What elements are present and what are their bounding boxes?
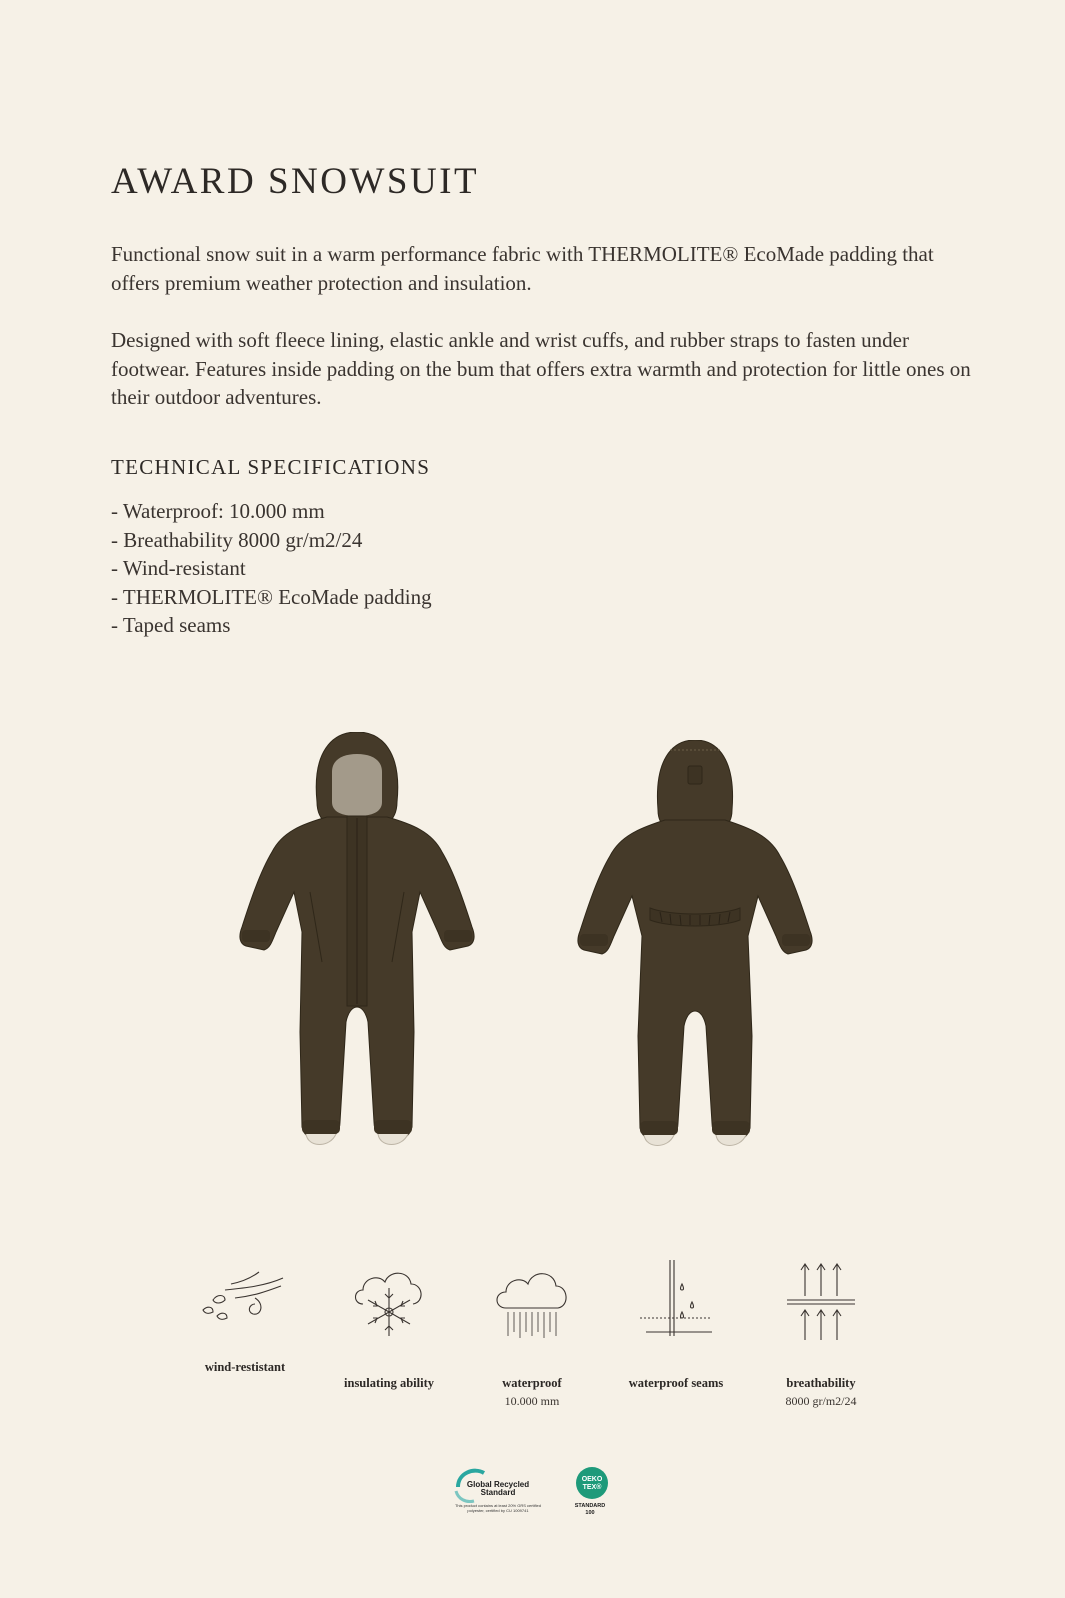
feature-insulating (324, 1260, 454, 1391)
spec-item: - Wind-resistant (111, 556, 246, 580)
spec-item: - Breathability 8000 gr/m2/24 (111, 527, 363, 552)
wind-icon (195, 1260, 295, 1324)
global-recycled-standard-logo (448, 1465, 548, 1521)
page-title: AWARD SNOWSUIT (111, 161, 480, 202)
svg-text:OEKO: OEKO (581, 1476, 603, 1483)
rain-cloud-icon (492, 1260, 572, 1340)
feature-waterproof (467, 1260, 597, 1409)
spec-item: - THERMOLITE® EcoMade padding (111, 584, 432, 609)
feature-value: 10.000 mm (504, 1394, 560, 1408)
feature-breathability (756, 1260, 886, 1409)
spec-item: - Taped seams (111, 613, 231, 637)
snowsuit-front-image (232, 732, 482, 1172)
oeko-tex-logo (570, 1465, 626, 1521)
feature-wind (180, 1260, 310, 1375)
specs-heading: TECHNICAL SPECIFICATIONS (111, 455, 431, 479)
grs-note: This product contains at least 20% GRS certified polyester, certified by CU 1009741 (454, 1503, 542, 1513)
feature-waterproof-seams (611, 1260, 741, 1391)
feature-label: waterproof (502, 1376, 562, 1390)
seam-drops-icon (636, 1260, 716, 1340)
snowsuit-back-image (570, 740, 820, 1172)
description-paragraph: Designed with soft fleece lining, elastic ankle and wrist cuffs, and rubber straps to fasten under footwear. Features inside padding on the bum that offers extra warmth and protection for little ones on their outdoor adventures. (111, 328, 971, 409)
feature-label: waterproof seams (628, 1376, 724, 1390)
snowflake-cloud-icon (349, 1260, 429, 1340)
svg-text:STANDARD: STANDARD (574, 1503, 606, 1509)
feature-label: insulating ability (344, 1376, 434, 1390)
feature-value: 8000 gr/m2/24 (785, 1394, 857, 1408)
svg-text:Standard: Standard (480, 1488, 516, 1497)
breathability-arrows-icon (781, 1260, 861, 1340)
svg-text:TEX®: TEX® (582, 1484, 602, 1491)
specs-list (111, 497, 432, 640)
description-paragraph: Functional snow suit in a warm performance fabric with THERMOLITE® EcoMade padding that offers premium weather protection and insulation. (111, 242, 934, 295)
svg-text:100: 100 (585, 1510, 595, 1516)
spec-item: - Waterproof: 10.000 mm (111, 499, 325, 523)
svg-text:Global Recycled: Global Recycled (466, 1480, 530, 1489)
feature-label: breathability (786, 1376, 856, 1390)
feature-label: wind-restistant (204, 1360, 286, 1374)
